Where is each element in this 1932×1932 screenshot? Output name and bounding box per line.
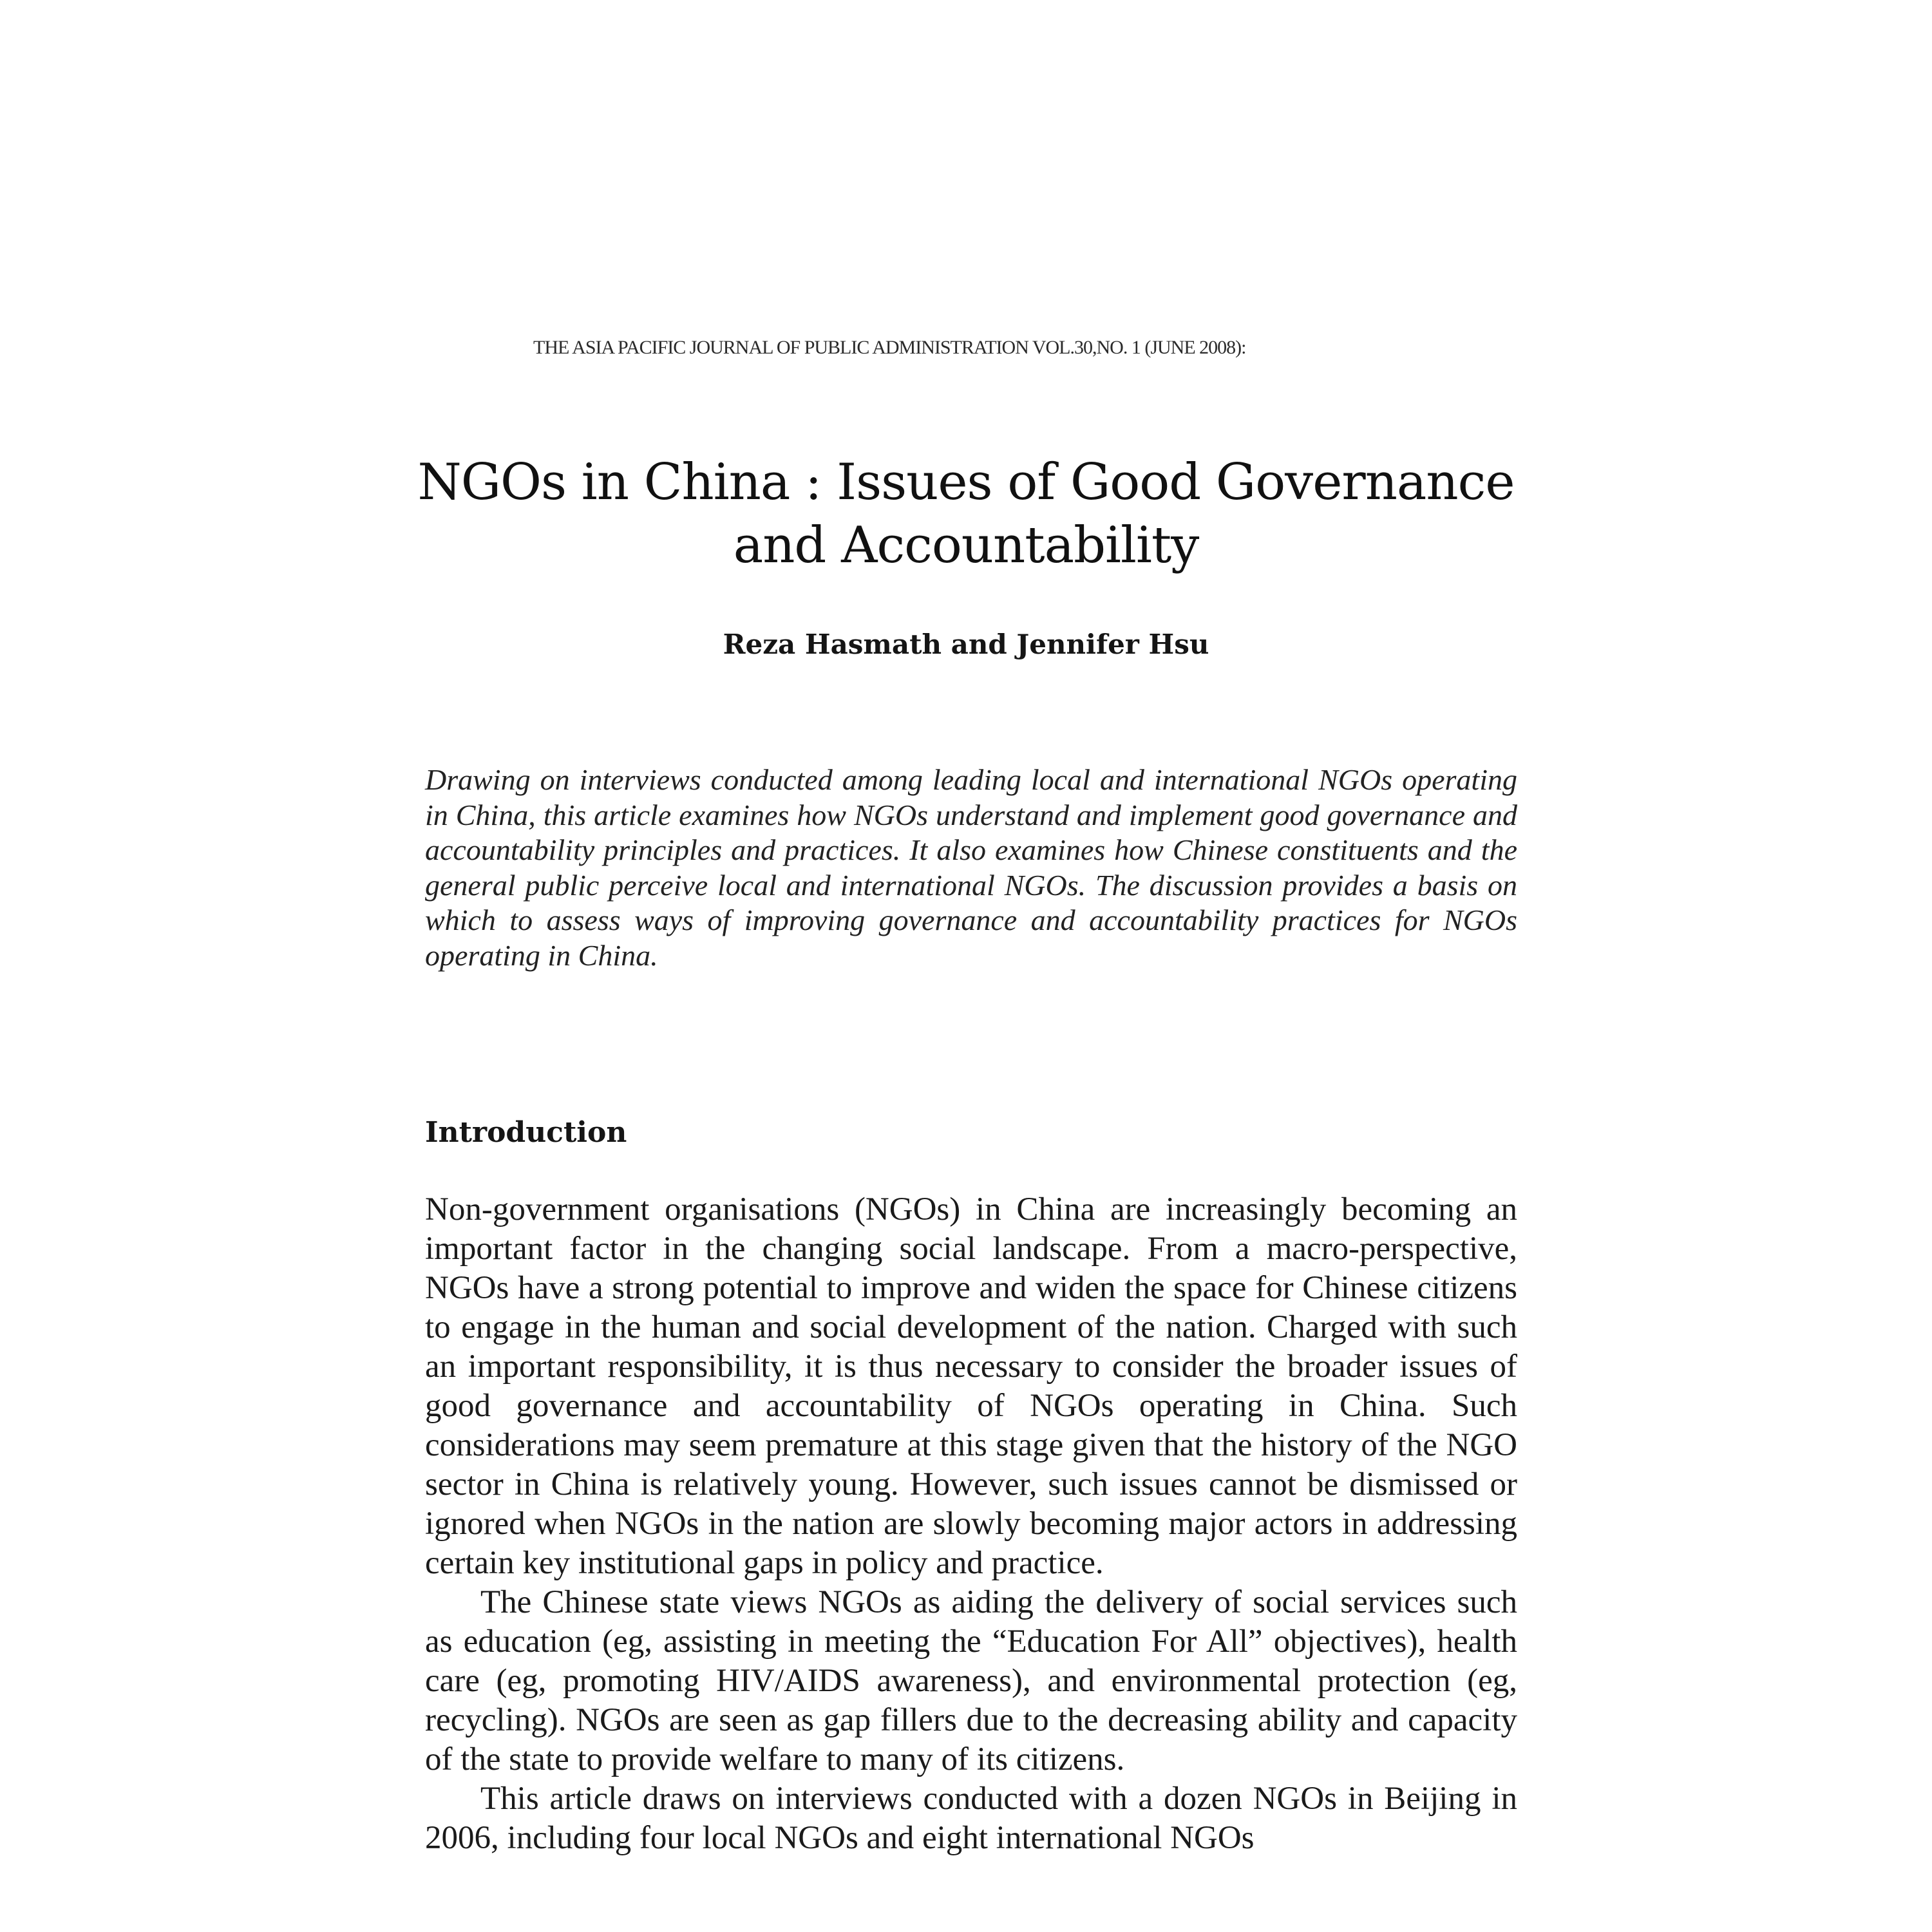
article-title-line-2: and Accountability xyxy=(733,516,1199,574)
running-header: THE ASIA PACIFIC JOURNAL OF PUBLIC ADMINISTRATION VOL.30,NO. 1 (JUNE 2008): xyxy=(533,337,1246,358)
article-authors: Reza Hasmath and Jennifer Hsu xyxy=(723,629,1209,660)
article-title xyxy=(412,451,1520,577)
body-paragraph: Non-government organisations (NGOs) in China are increasingly becoming an important factor in the changing social landscape. From a macro-perspective, NGOs have a strong potential to improve and widen the space for Chinese citizens to engage in the human and social development of the nation. Charged with such an important responsibility, it is thus necessary to consider the broader issues of good governance and accountability of NGOs operating in China. Such considerations may seem premature at this stage given that the history of the NGO sector in China is relatively young. However, such issues cannot be dismissed or ignored when NGOs in the nation are slowly becoming major actors in addressing certain key institutional gaps in policy and practice. xyxy=(425,1191,1517,1581)
article-abstract: Drawing on interviews conducted among leading local and international NGOs operating in China, this article examines how NGOs understand and implement good governance and accountability principles and practices. It also examines how Chinese constituents and the general public perceive local and international NGOs. The discussion provides a basis on which to assess ways of improving governance and accountability practices for NGOs operating in China. xyxy=(425,763,1517,972)
body-paragraph: This article draws on interviews conducted with a dozen NGOs in Beijing in 2006, including four local NGOs and eight international NGOs xyxy=(425,1781,1517,1856)
body-paragraph: The Chinese state views NGOs as aiding the delivery of social services such as education (eg, assisting in meeting the “Education For All” objectives), health care (eg, promoting HIV/AIDS awareness), and environmental protection (eg, recycling). NGOs are seen as gap fillers due to the decreasing ability and capacity of the state to provide welfare to many of its citizens. xyxy=(425,1584,1517,1777)
article-title-line-1: NGOs in China : Issues of Good Governance xyxy=(417,453,1515,511)
section-heading-introduction: Introduction xyxy=(425,1116,627,1149)
introduction-body xyxy=(425,1190,1517,1858)
